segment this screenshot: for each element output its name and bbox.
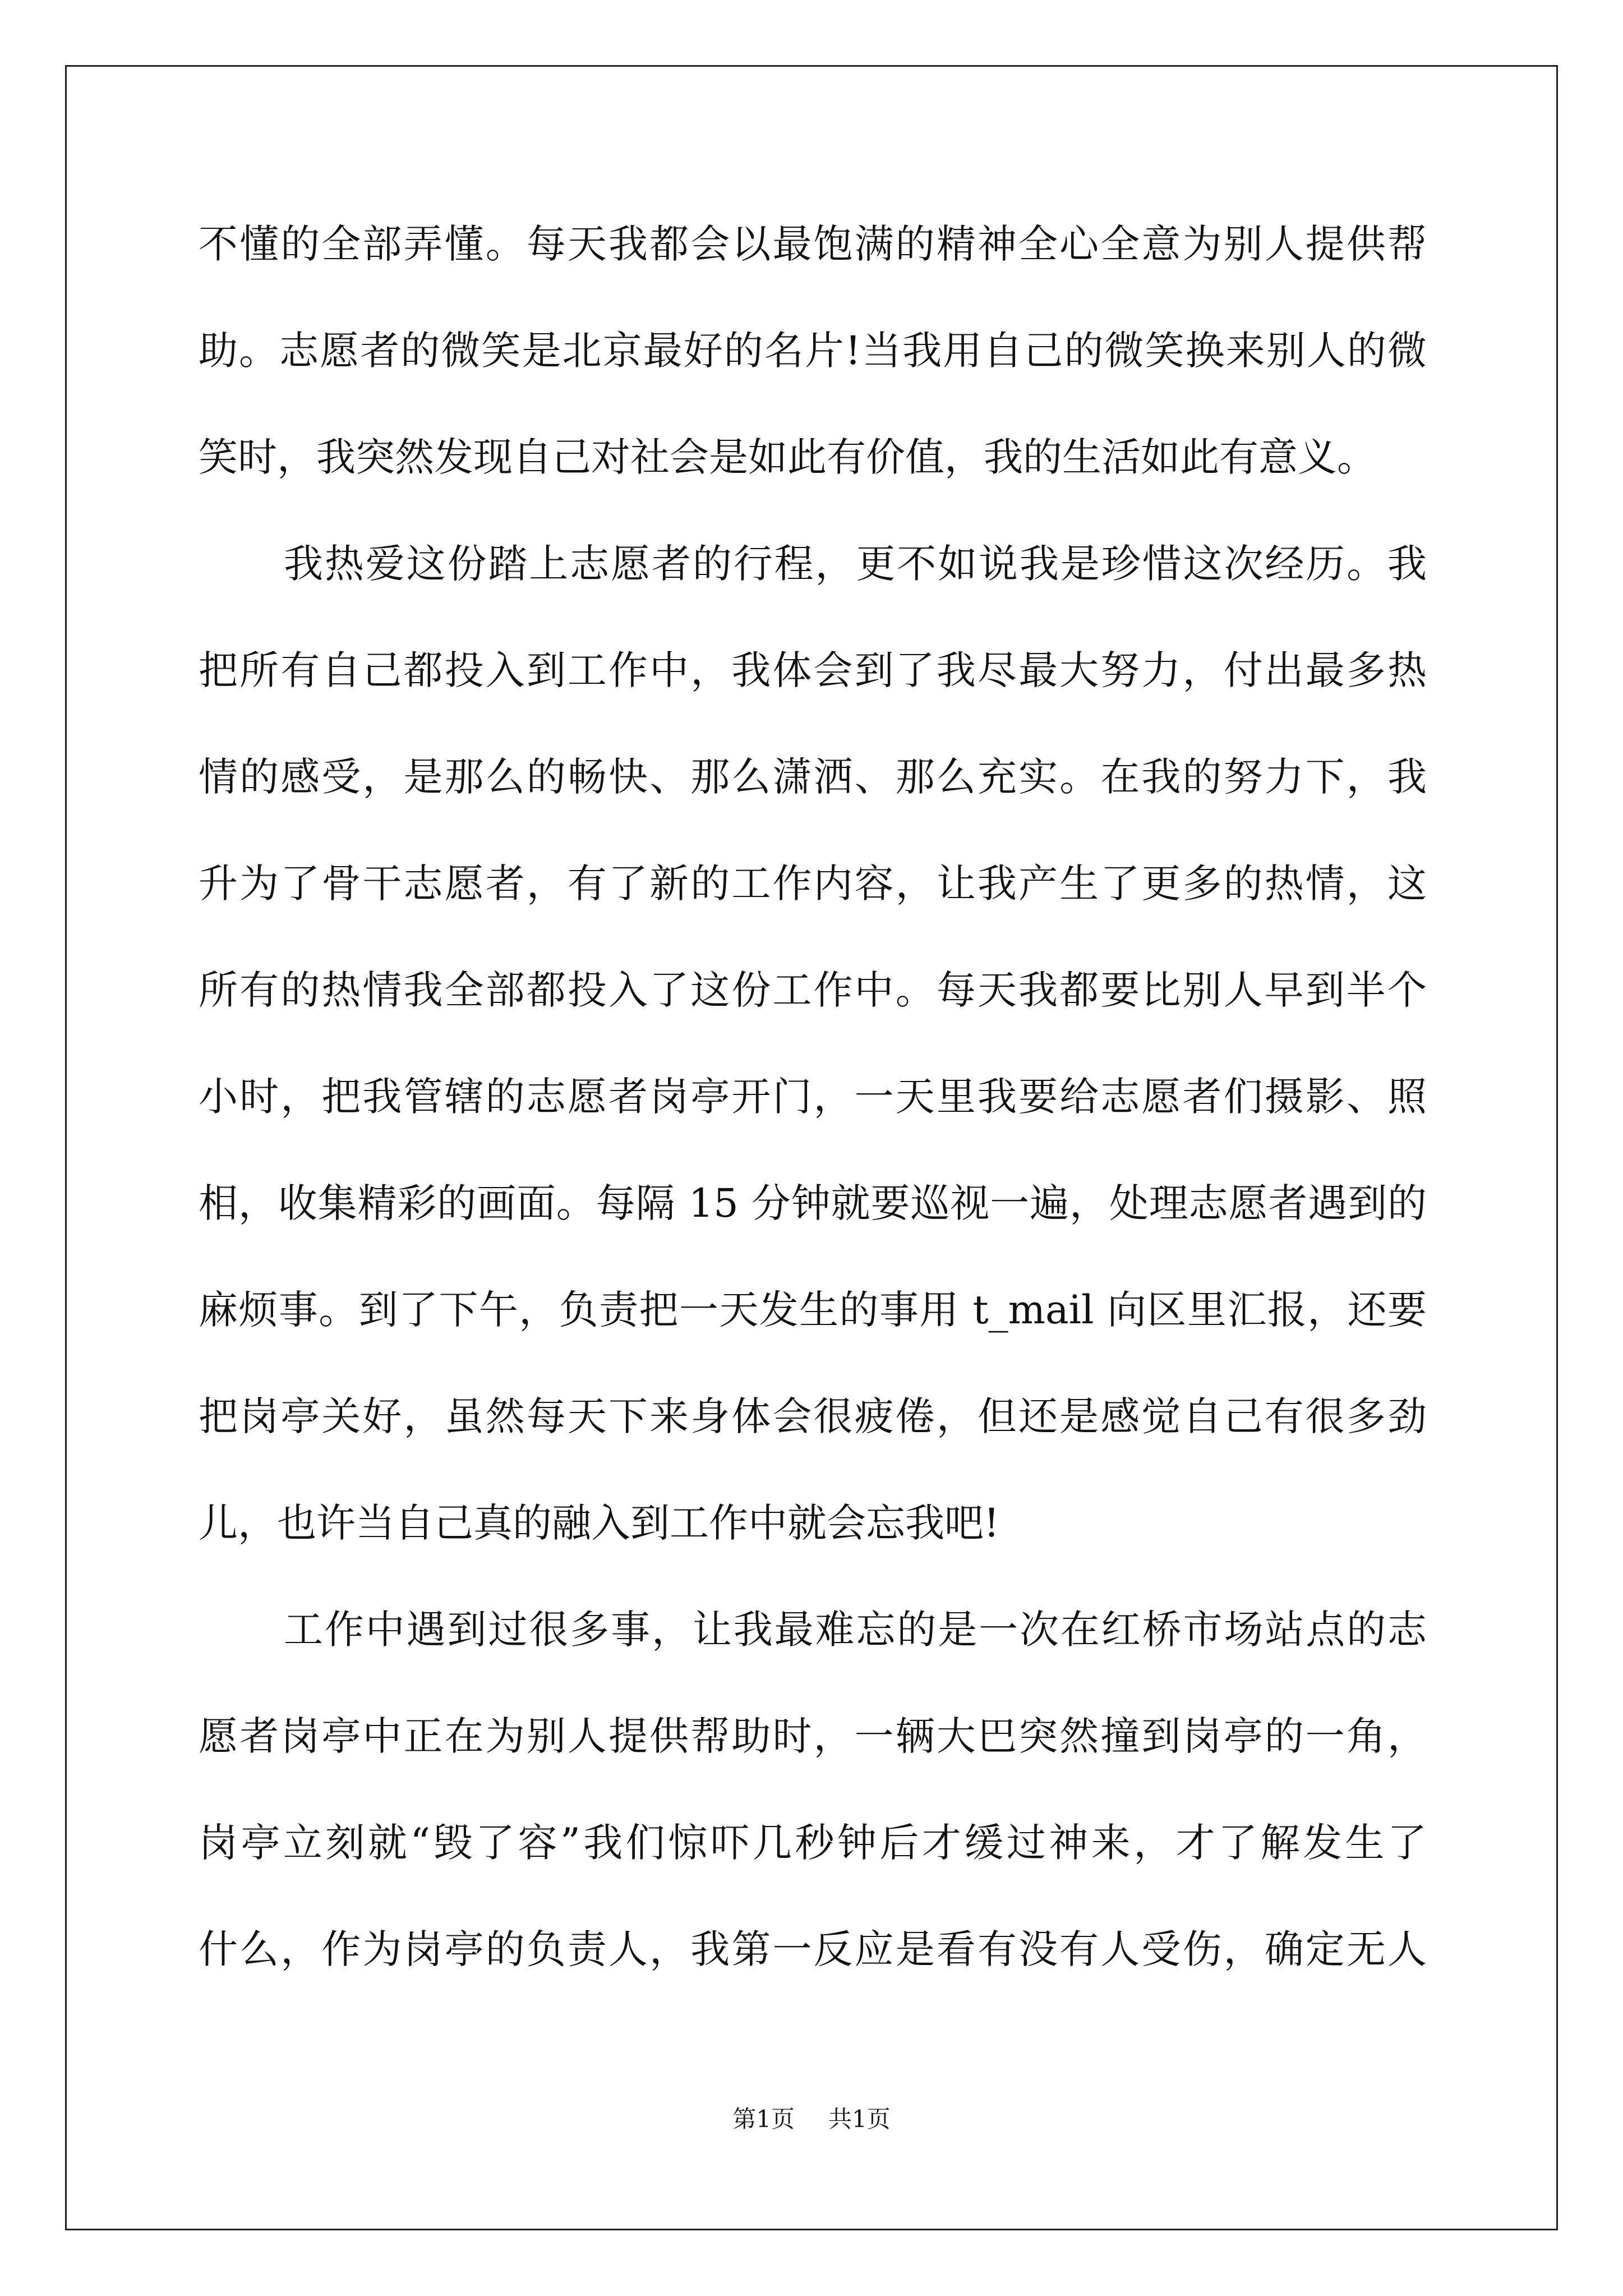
text-line: 小时，把我管辖的志愿者岗亭开门，一天里我要给志愿者们摄影、照 [199,1074,1427,1120]
page-footer [0,2102,1623,2136]
text-line: 不懂的全部弄懂。每天我都会以最饱满的精神全心全意为别人提供帮 [199,221,1427,267]
text-line: 情的感受，是那么的畅快、那么潇洒、那么充实。在我的努力下，我 [199,754,1427,800]
text-line: 升为了骨干志愿者，有了新的工作内容，让我产生了更多的热情，这 [199,861,1427,907]
paragraph-first-line: 工作中遇到过很多事，让我最难忘的是一次在红桥市场站点的志 [284,1607,1427,1653]
text-line: 相，收集精彩的画面。每隔 15 分钟就要巡视一遍，处理志愿者遇到的 [199,1180,1427,1226]
text-line: 把所有自己都投入到工作中，我体会到了我尽最大努力，付出最多热 [199,647,1427,693]
text-line: 什么，作为岗亭的负责人，我第一反应是看有没有人受伤，确定无人 [199,1926,1427,1972]
text-line: 所有的热情我全部都投入了这份工作中。每天我都要比别人早到半个 [199,967,1427,1013]
text-line: 把岗亭关好，虽然每天下来身体会很疲倦，但还是感觉自己有很多劲 [199,1393,1427,1439]
paragraph-first-line: 我热爱这份踏上志愿者的行程，更不如说我是珍惜这次经历。我 [284,541,1427,587]
document-body [199,191,1427,2003]
text-line: 儿，也许当自己真的融入到工作中就会忘我吧! [199,1500,1000,1546]
text-line: 愿者岗亭中正在为别人提供帮助时，一辆大巴突然撞到岗亭的一角， [199,1713,1427,1759]
page-total: 共1页 [828,2105,891,2133]
text-line: 麻烦事。到了下午，负责把一天发生的事用 t_mail 向区里汇报，还要 [199,1287,1427,1333]
page-number: 第1页 [732,2105,795,2133]
text-line: 笑时，我突然发现自己对社会是如此有价值，我的生活如此有意义。 [199,434,1376,480]
text-line: 助。志愿者的微笑是北京最好的名片!当我用自己的微笑换来别人的微 [199,328,1427,374]
text-line: 岗亭立刻就“毁了容”我们惊吓几秒钟后才缓过神来，才了解发生了 [199,1820,1427,1866]
